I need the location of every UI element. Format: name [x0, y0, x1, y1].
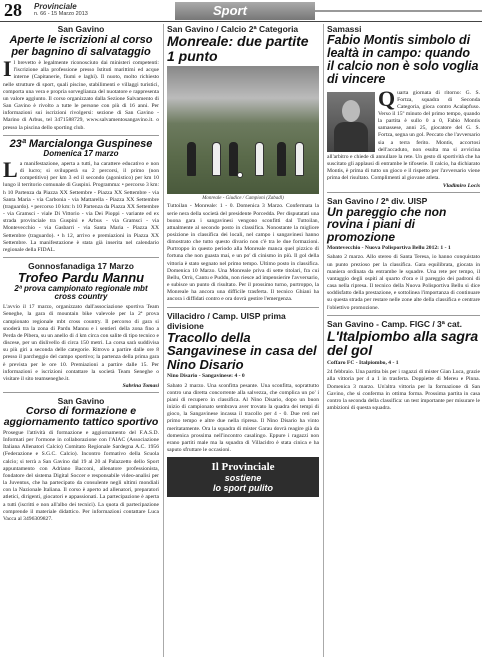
masthead — [0, 0, 482, 22]
match-score: Montevecchio - Nuova Polisportiva Bellu 2012: 1 - 1 — [327, 245, 451, 252]
article-body: Tuttoilan - Monreale: 1 - 0. Domenica 3 Marzo. Confermata la serie nera della società del presidente Porcedda. Per disputatati una buona gara i sangavinesi vengono sconfitti dal Tuttoilan, attualmente al secondo posto in classifica. Nonostante la migliore posizione in classifica dei locali, nel campo i sangavinesi hanno dimostrato che tutto questo divario non c'è tra le due formazioni. Purtroppo in questo periodo alla Monreale manca quel pizzico di fortuna che non guasta mai, e un po' di cinismo in più. Il gol della vittoria è stato segnato nel primo tempo. Ultimo posto in classifica. Domenica 10 Marzo. Una Monreale priva di sette titolari, fra cui Bellu, Orrù, Cantu e Puddu, non riesce ad impensierire l'avversario, e subisce un punto di risultato. Per il prossimo turno, purtroppo, la Monreale ha ancora una difficile trasferta. Il tecnico Ghiani ha ancora i diffidati contro e ora dovrà gestire l'emergenza. — [167, 203, 319, 303]
divider — [3, 392, 159, 393]
article-title: 23ª Marcialonga Guspinese — [9, 137, 153, 150]
player-figure — [255, 142, 264, 176]
article-text: l brevetto è legalmente riconosciuto dai ministeri competenti: l'iscrizione alla professione presso Istituti marittimi ed acque interne (Capitanerie, fiumi e laghi). Il nuoto, molto richiesto nelle strutture di sport, quali piscine, stabilimenti e villaggi turistici, comporta una vera e propria sorveglianza del nuotatore e rappresenta un valore aggiunto. Il corso organizzato dalla Sezione Salvamento di San Gavino è rivolto a tutte le persone con più di 16 anni. Per informazioni sui iscrizioni rivolgersi: sezione di San Gavino - Marino di Arbus, tel 3471588729, www.salvamentosangavino.it. o presso la piscina dello sporting club. — [3, 60, 159, 131]
divider — [327, 192, 480, 193]
article-body — [3, 157, 159, 254]
section-header: Sport — [175, 2, 315, 20]
dateline: n. 66 - 15 Marzo 2013 — [34, 11, 88, 17]
column-center — [163, 24, 319, 657]
portrait-head — [342, 100, 360, 122]
article-text: uarta giornata di ritorno: G. S. Fortza, squadra di Seconda Categoria, gioca contro Acalapfuso. Verso il 15º minuto del primo tempo, quando la partita è sullo 0 a 0, Fabio Montis samassese, anni 25, giocatore del G. S. Fortza, segna un gol. Peccato che l'avversario sia a terra ferito. Montis, accortosi dell'accaduto, non esulta ma si avvicina all'arbitro e chiede di annullare la rete. Un gesto di sportività che ha suscitato gli applausi di entrambe le tifoserie. Il calcio, ha dichiarato Montis, è prima di tutto un gioco e il rispetto per l'avversario viene prima del risultato. Complimenti al giovane atleta. — [327, 89, 480, 182]
article-kicker: San Gavino - Camp. FIGC / 3ª cat. — [327, 318, 462, 329]
portrait-photo — [327, 92, 375, 152]
article-text: a manifestazione, aperta a tutti, ha carattere educativo e non di lucro; si svilupperà su 2 percorsi, il primo (non competitivo) per km 3 ed il secondo (agonistico) per km 10 lungo il territorio comunale di Guspini. Programma: • percorso 3 km: h 10 Partenza da Piazza XX Settembre - Piazza XX Settembre - via Santa Maria - via Carbonia - via Mattarella - Piazza XX Settembre (traguardo). • percorso 10 km: h 10 Partenza da Piazza XX Settembre - via Gramsci - viale Di Vittorio - via Dei Pioppi - variante ed ex strada provinciale tra Guspini e Arbus - via Gramsci - via Montevecchio - via Gasbarri - via Santa Maria - Piazza XX Settembre (traguardo). • h 12, arrivo e premiazioni in Piazza XX Settembre. La manifestazione è stata già inserita nel calendario regionale della FIDAL. — [3, 161, 159, 253]
article-body: Sabato 2 marzo. Una sconfitta pesante. Una sconfitta, soprattutto contro una diretta concorrente alla salvezza, che complica un po' i piani di recupero in classifica. Al Nino Disario, dopo un buon inizio di campionato sembrava aver trovato la quadra dei tempi di gioco, la Sangavinese incassa il tracollo per 4 - 0. Due reti nel primo tempo e altre due nella ripresa. Il Nino Disario ha vinto meritatamente. Ora la squadra di mister Garau dovrà reagire già da domenica prossima nell'incontro casalingo. Eppure i ragazzi non erano partiti male ma la squadra di Villacidro è stata cinica e ha saputo sfruttare le occasioni. — [167, 382, 319, 454]
article-title: Tracollo della Sangavinese in casa del Nino Disario — [167, 329, 317, 372]
article-title: Aperte le iscrizioni al corso per bagnino di salvataggio — [9, 34, 153, 58]
player-figure — [277, 142, 286, 176]
match-photo — [167, 66, 319, 194]
article-title: Trofeo Pardu Mannu — [17, 270, 145, 286]
article-title: Monreale: due partite 1 punto — [167, 33, 309, 64]
byline: Sabrina Tomasi — [122, 382, 159, 389]
article-title: Fabio Montis simbolo di lealtà in campo: quando il calcio non è solo voglia di vincere — [327, 33, 479, 87]
article-kicker: Samassi — [327, 24, 362, 34]
match-score: Coffaro FC - Italpiombo, 4 - 1 — [327, 360, 399, 367]
article-body: 24 febbraio. Una partita bis per i ragazzi di mister Gian Luca, grazie alla vittoria per 4 a 1 in trasferta. Doppiette di Mereu e Pinna. Domenica 3 marzo. Un'altra vittoria per la formazione di San Gavino, che si conferma in ottima forma. Prossima partita in casa contro la seconda della classifica: un test importante per misurare le ambizioni di questa squadra. — [327, 369, 480, 412]
article-kicker: San Gavino — [57, 24, 105, 34]
page-number: 28 — [4, 0, 22, 20]
player-figure — [187, 142, 196, 176]
ball — [237, 172, 243, 178]
article-kicker: Villacidro / Camp. UISP prima divisione — [167, 310, 286, 331]
portrait-torso — [334, 122, 368, 152]
article-kicker: San Gavino — [57, 395, 105, 406]
drop-cap: Q — [378, 85, 396, 111]
column-left — [3, 24, 159, 657]
article-body: L'avvio il 17 marzo, organizzato dall'associazione sportiva Team Seneghe, la gara di mountain bike valevole per la 2ª prova campionato regionale mbt cross country. Il percorso di gara si snoderà tra la zona di Pardu Mannu e i sentieri della zona fino a Perda de Pibera, su un anello di 4 km circa con salite di tipo tecnico e discese, per un dislivello di circa 150 metri. La corsa sarà suddivisa su più giri a seconda delle categorie. Ritrovo a partire dalle ore 8 presso il parcheggio del campo sportivo; la partenza della prima gara è prevista per le ore 10. Premiazioni a partire dalle 15. Per informazioni e iscrizioni contattare la società Team Seneghe o visitare il sito teamseneghe.it. — [3, 304, 159, 382]
article-kicker: Gonnosfanadiga 17 Marzo — [28, 261, 134, 272]
photo-caption: Monreale - Giudice / Campioni (Zabadl) — [202, 196, 284, 202]
drop-cap: L — [3, 157, 18, 182]
article-body — [3, 56, 159, 132]
advert-line: sostiene — [224, 473, 262, 484]
advert-line: lo sport pulito — [213, 483, 273, 494]
divider — [327, 315, 480, 316]
player-figure — [295, 142, 304, 176]
newspaper-logo: Provinciale — [34, 2, 77, 11]
advert-line: Il Provinciale — [211, 461, 275, 474]
divider — [167, 307, 319, 308]
article-kicker: San Gavino / Calcio 2ª Categoria — [167, 24, 299, 34]
byline: Vladimiro Locis — [442, 182, 480, 189]
article-subtitle: 2ª prova campionato regionale mbt cross country — [14, 283, 148, 302]
article-title: Un pareggio che non rovina i piani di promozione — [327, 204, 447, 244]
article-body: Sabato 2 marzo. Allo stereo di Santa Teresa, io hanno conquistato un punto prezioso per la classifica. Gara equilibrata, giocata in maniera ordinata da entrambe le squadre. Una rete per tempo, il vantaggio degli ospiti al quarto d'ora e il pareggio dei padroni di casa nella ripresa. Il tecnico della Nuova Polisportiva Bellu si dice soddisfatto della prestazione, e sottolinea l'importanza di continuare su questa strada per restare nelle zone alte della classifica e centrare l'obiettivo promozione. — [327, 254, 480, 311]
match-score: Nino Disario - Sangavinese: 4 - 0 — [167, 373, 245, 380]
divider — [3, 135, 159, 136]
article-title: Corso di formazione e aggiornamento tattico sportivo — [3, 404, 159, 428]
section-rule — [315, 10, 482, 12]
article-body: Prosegue l'attività di formazione e aggiornamento del F.A.S.D. Informati per l'ormone in collaborazione con l'AIAC (Associazione Italiana Allenatori Calcio) Comitato Regionale Sardegna A.C. 1956 (Federazione e S.G.C. Calcio). Incontro formativo della Scuola calcio; si terrà a San Gavino dal 19 al 20 al Palazzetto dello Sport appuntamento con Adriano Bacconi, allenatore professionista, fondatore del sistema Digital Soccer e responsabile video-analisi per la Juventus, che ha partecipato da consulente negli ultimi mondiali con la Nazionale Italiana. Il corso è aperto ad allenatori, preparatori atletici, dirigenti, giocatori e appassionati. La partecipazione è aperta a tutti (iscritti e non all'albo dei tecnici). La quota di partecipazione comprende il materiale didattico. Per informazioni contattare Luca Vacca al 3496309827. — [3, 430, 159, 522]
advert-box — [167, 457, 319, 497]
player-figure — [229, 142, 238, 176]
article-title: L'Italpiombo alla sagra del gol — [327, 327, 479, 359]
drop-cap: I — [3, 56, 12, 82]
divider — [3, 257, 159, 258]
article-subtitle: Domenica 17 marzo — [43, 149, 119, 159]
column-right — [323, 24, 480, 657]
article-kicker: San Gavino / 2ª div. UISP — [327, 195, 428, 206]
player-figure — [212, 142, 221, 176]
